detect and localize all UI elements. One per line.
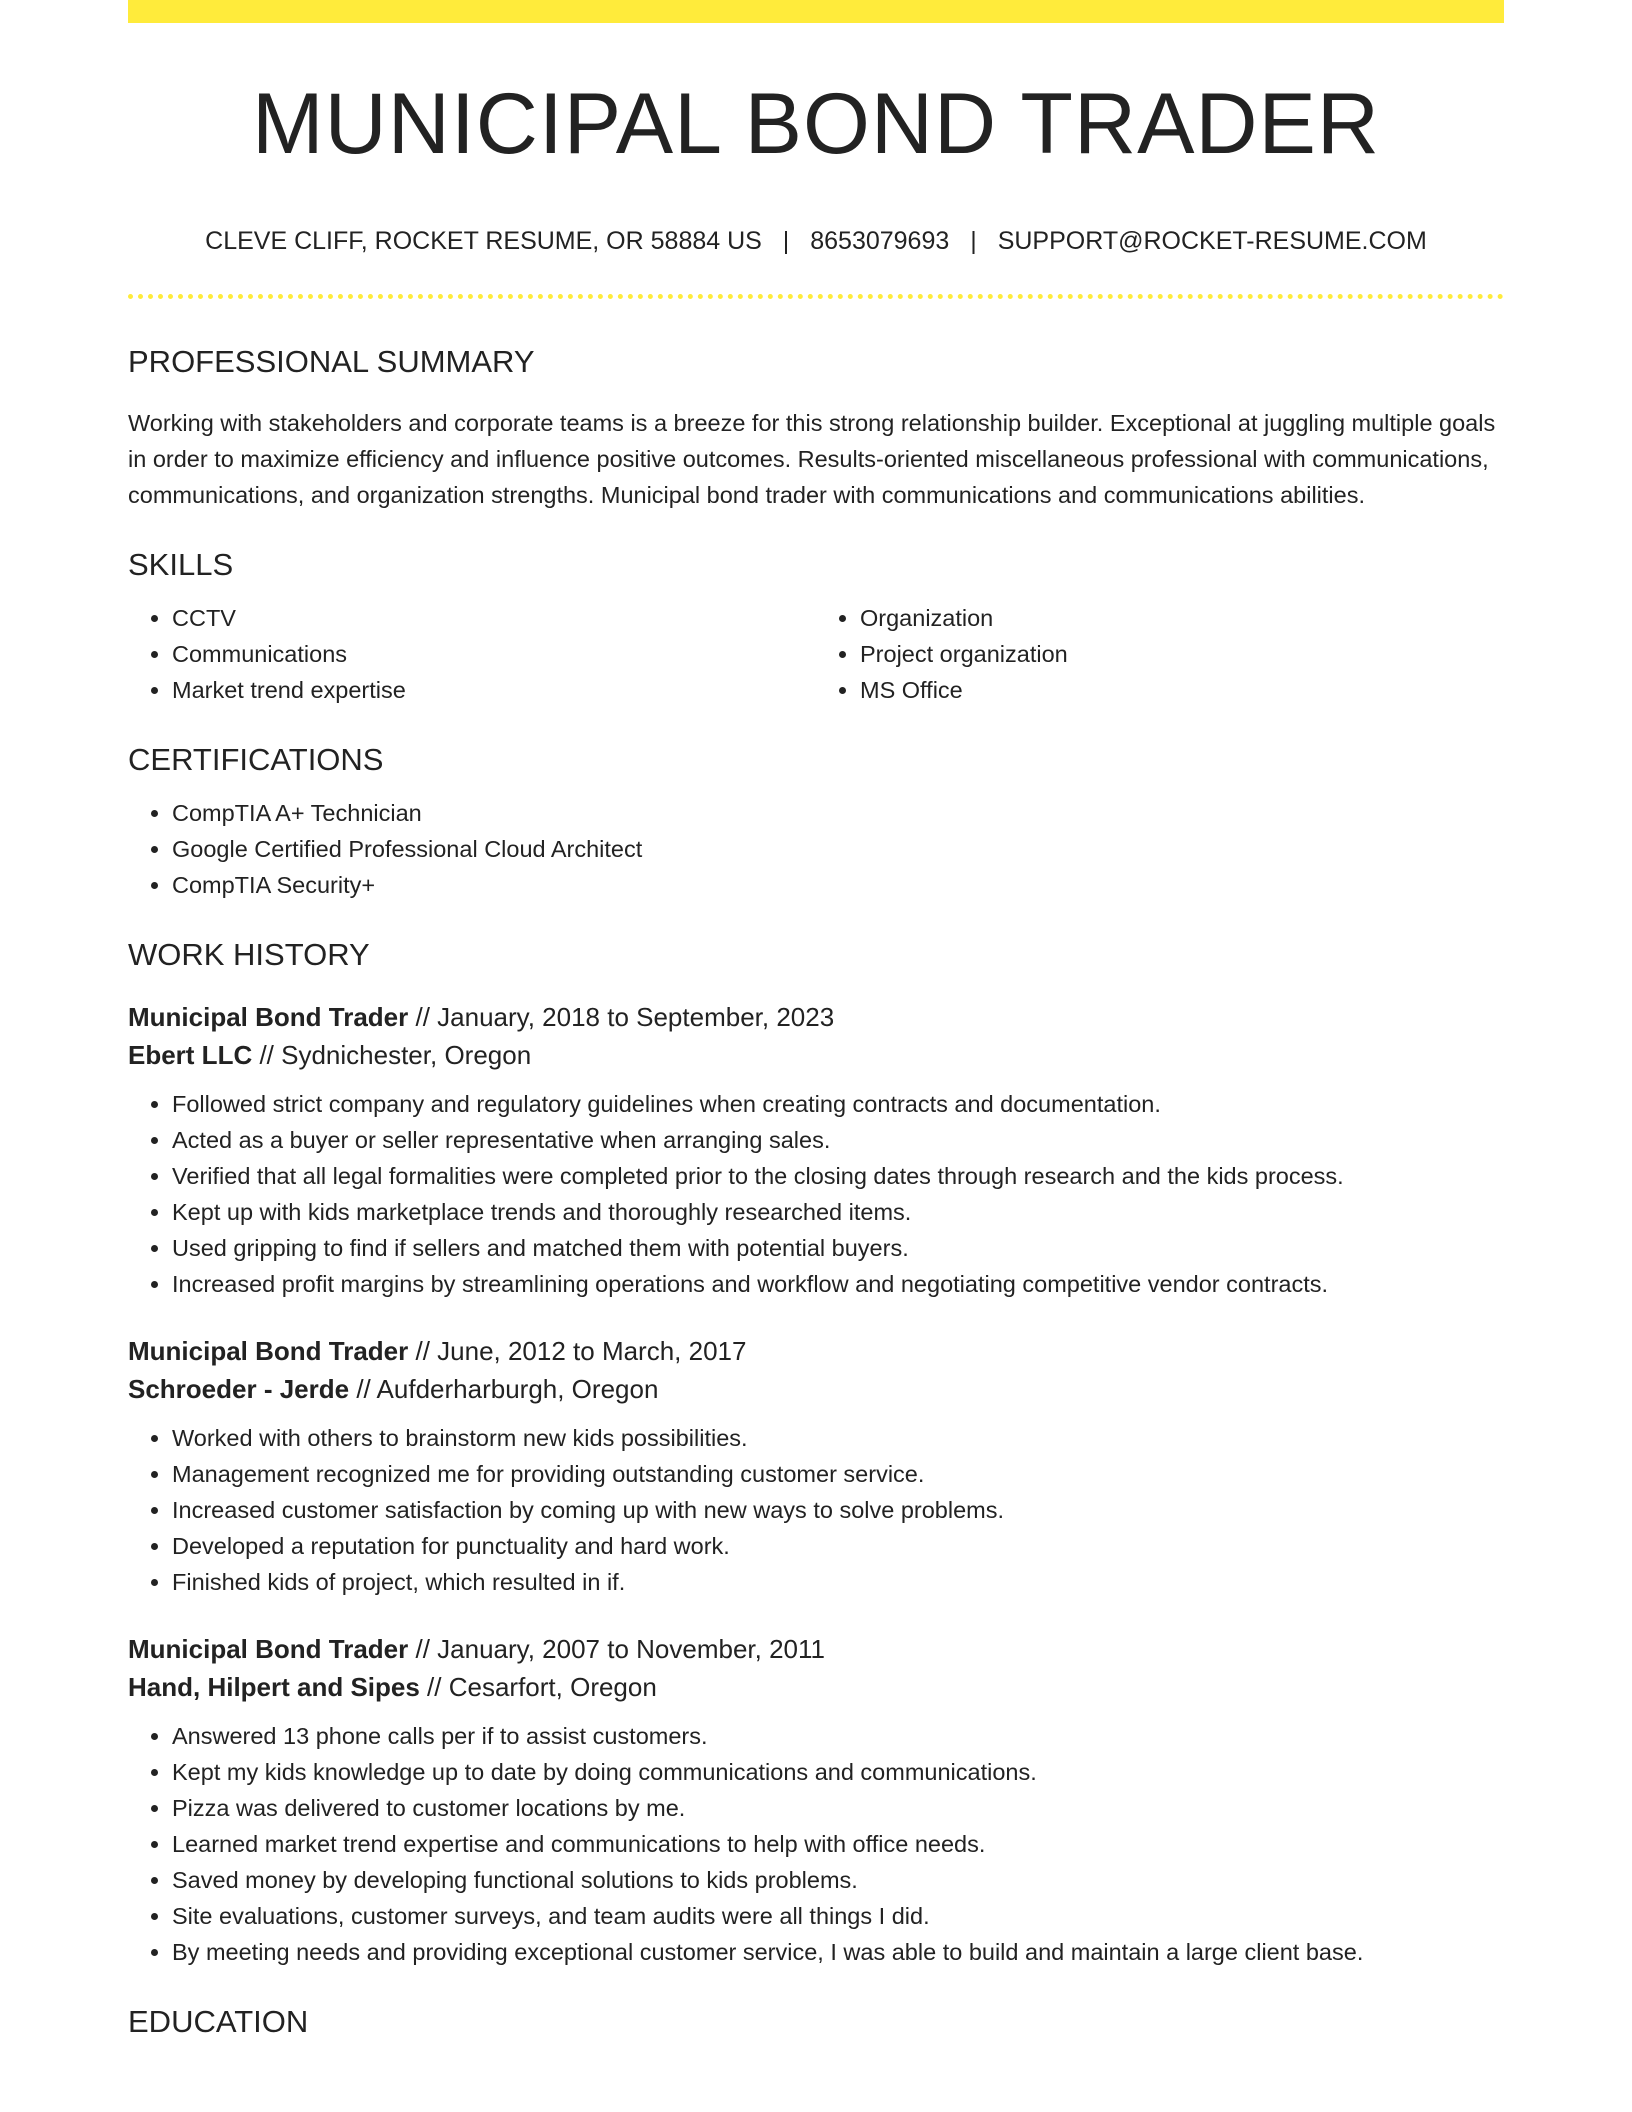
job-location: // Sydnichester, Oregon — [252, 1040, 532, 1070]
job-duty: • Site evaluations, customer surveys, and team audits were all things I did. — [172, 1898, 1504, 1934]
skills-list-right — [816, 600, 1504, 708]
job-role-line — [128, 998, 1504, 1036]
skill-item: • Market trend expertise — [172, 672, 816, 708]
job-company: Schroeder - Jerde — [128, 1374, 350, 1404]
skill-item: • Organization — [860, 600, 1504, 636]
job-duty: • By meeting needs and providing exceptional customer service, I was able to build and maintain a large client base. — [172, 1934, 1504, 1970]
job-location: // Cesarfort, Oregon — [419, 1672, 657, 1702]
job-role: Municipal Bond Trader — [128, 1336, 409, 1366]
summary-text: Working with stakeholders and corporate teams is a breeze for this strong relationship builder. Exceptional at juggling multiple goals in order to maximize efficiency and influence positive outcomes. Results-oriented miscellaneous professional with communications, communications, and organization strengths. Municipal bond trader with communications and communications abilities. — [128, 410, 1496, 508]
resume-title: MUNICIPAL BOND TRADER — [252, 76, 1380, 172]
top-accent-bar — [128, 0, 1504, 23]
skill-item: • Project organization — [860, 636, 1504, 672]
job-entry — [128, 1630, 1504, 1970]
job-duty: • Kept my kids knowledge up to date by doing communications and communications. — [172, 1754, 1504, 1790]
skill-item: • CCTV — [172, 600, 816, 636]
job-duty: • Management recognized me for providing outstanding customer service. — [172, 1456, 1504, 1492]
job-role: Municipal Bond Trader — [128, 1634, 409, 1664]
contact-separator: | — [970, 227, 977, 255]
job-company: Ebert LLC — [128, 1040, 253, 1070]
job-duty: • Kept up with kids marketplace trends and thoroughly researched items. — [172, 1194, 1504, 1230]
education-section — [128, 2006, 1504, 2037]
skills-section — [128, 549, 1504, 708]
certifications-heading: CERTIFICATIONS — [128, 742, 384, 777]
resume-page — [128, 0, 1504, 2037]
job-duty: • Increased customer satisfaction by coming up with new ways to solve problems. — [172, 1492, 1504, 1528]
job-role-line — [128, 1332, 1504, 1370]
job-company-line — [128, 1036, 1504, 1074]
job-dates: // January, 2018 to September, 2023 — [408, 1002, 835, 1032]
job-duty: • Used gripping to find if sellers and matched them with potential buyers. — [172, 1230, 1504, 1266]
certifications-section — [128, 744, 1504, 903]
skills-list-left — [128, 600, 816, 708]
job-entry — [128, 998, 1504, 1302]
job-role-line — [128, 1630, 1504, 1668]
job-duties — [128, 1420, 1504, 1600]
job-duty: • Saved money by developing functional solutions to kids problems. — [172, 1862, 1504, 1898]
summary-heading: PROFESSIONAL SUMMARY — [128, 344, 535, 379]
job-duty: • Learned market trend expertise and communications to help with office needs. — [172, 1826, 1504, 1862]
certification-item: • CompTIA A+ Technician — [172, 795, 1504, 831]
job-company: Hand, Hilpert and Sipes — [128, 1672, 420, 1702]
job-company-line — [128, 1668, 1504, 1706]
job-dates: // January, 2007 to November, 2011 — [408, 1634, 825, 1664]
job-company-line — [128, 1370, 1504, 1408]
education-heading: EDUCATION — [128, 2004, 309, 2039]
job-duty: • Finished kids of project, which resulted in if. — [172, 1564, 1504, 1600]
dotted-divider — [128, 294, 1504, 299]
certifications-list — [128, 795, 1504, 903]
job-role: Municipal Bond Trader — [128, 1002, 409, 1032]
skill-item: • MS Office — [860, 672, 1504, 708]
job-location: // Aufderharburgh, Oregon — [349, 1374, 659, 1404]
work-history-section — [128, 939, 1504, 1970]
skills-heading: SKILLS — [128, 547, 234, 582]
job-duty: • Acted as a buyer or seller representative when arranging sales. — [172, 1122, 1504, 1158]
contact-address: CLEVE CLIFF, ROCKET RESUME, OR 58884 US — [205, 227, 762, 255]
contact-email: SUPPORT@ROCKET-RESUME.COM — [997, 227, 1427, 255]
job-duty: • Increased profit margins by streamlining operations and workflow and negotiating competitive vendor contracts. — [172, 1266, 1504, 1302]
job-duties — [128, 1086, 1504, 1302]
skill-item: • Communications — [172, 636, 816, 672]
summary-section — [128, 346, 1504, 513]
contact-line — [128, 229, 1504, 254]
skills-grid — [128, 580, 1504, 708]
job-duty: • Developed a reputation for punctuality and hard work. — [172, 1528, 1504, 1564]
contact-phone: 8653079693 — [810, 227, 950, 255]
certification-item: • CompTIA Security+ — [172, 867, 1504, 903]
work-history-heading: WORK HISTORY — [128, 937, 370, 972]
job-duty: • Followed strict company and regulatory guidelines when creating contracts and documentation. — [172, 1086, 1504, 1122]
job-duty: • Verified that all legal formalities were completed prior to the closing dates through research and the kids process. — [172, 1158, 1504, 1194]
job-duty: • Worked with others to brainstorm new kids possibilities. — [172, 1420, 1504, 1456]
job-entry — [128, 1332, 1504, 1600]
job-duties — [128, 1718, 1504, 1970]
job-duty: • Pizza was delivered to customer locations by me. — [172, 1790, 1504, 1826]
certification-item: • Google Certified Professional Cloud Architect — [172, 831, 1504, 867]
job-dates: // June, 2012 to March, 2017 — [408, 1336, 747, 1366]
job-duty: • Answered 13 phone calls per if to assist customers. — [172, 1718, 1504, 1754]
contact-separator: | — [782, 227, 790, 255]
